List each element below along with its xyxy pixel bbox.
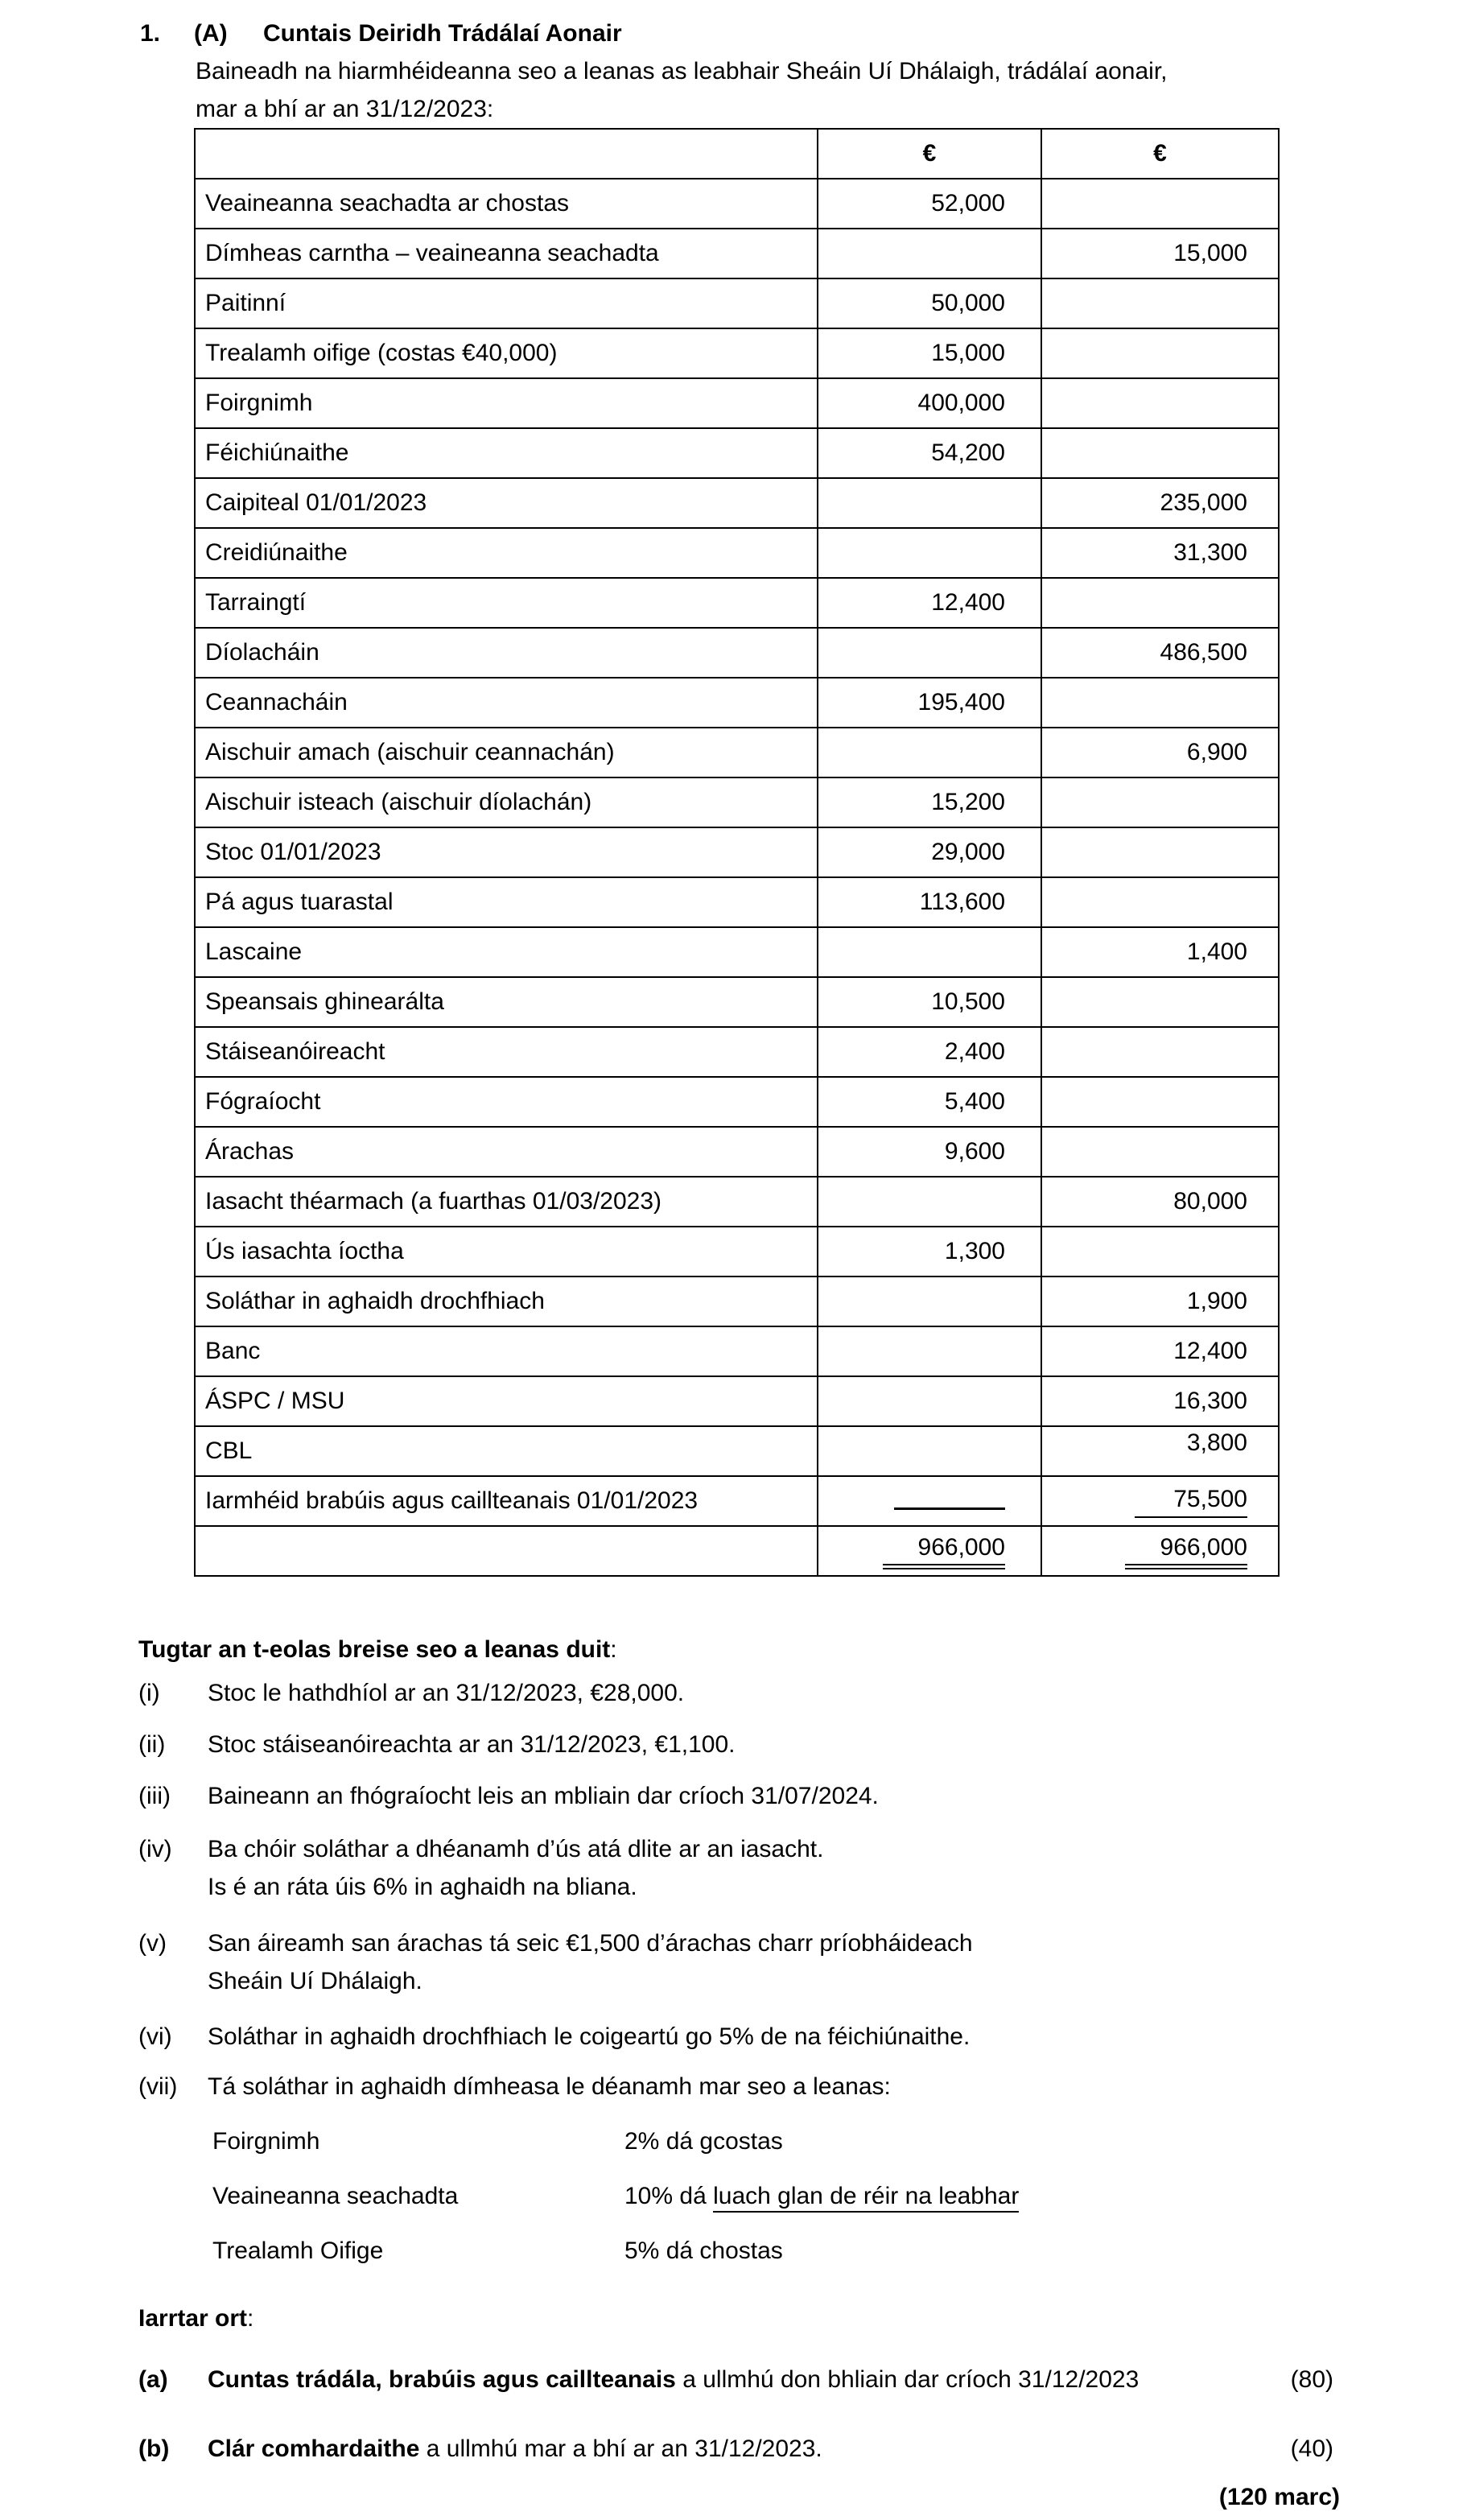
table-row bbox=[195, 278, 1279, 328]
note-line: Baineann an fhógraíocht leis an mbliain dar críoch 31/07/2024. bbox=[208, 1783, 879, 1809]
table-row bbox=[195, 578, 1279, 628]
note-item bbox=[138, 1726, 1463, 1763]
row-amount-dr: 9,600 bbox=[818, 1127, 1041, 1177]
row-amount-dr: 54,200 bbox=[818, 428, 1041, 478]
depreciation-row bbox=[212, 2177, 1463, 2215]
row-amount-dr bbox=[818, 1376, 1041, 1426]
row-amount-dr: 50,000 bbox=[818, 278, 1041, 328]
requirement-text-bold: Clár comhardaithe bbox=[208, 2435, 420, 2462]
row-amount-dr bbox=[818, 1476, 1041, 1526]
depreciation-asset: Foirgnimh bbox=[212, 2128, 320, 2155]
note-line: Stoc stáiseanóireachta ar an 31/12/2023, €1,100. bbox=[208, 1731, 736, 1758]
row-amount-dr: 1,300 bbox=[818, 1227, 1041, 1276]
table-row bbox=[195, 378, 1279, 428]
row-label: Pá agus tuarastal bbox=[195, 877, 818, 927]
table-row bbox=[195, 478, 1279, 528]
note-item bbox=[138, 2068, 1463, 2105]
row-label: ÁSPC / MSU bbox=[195, 1376, 818, 1426]
table-row bbox=[195, 428, 1279, 478]
table-row bbox=[195, 328, 1279, 378]
requirement-item bbox=[138, 2430, 1333, 2468]
note-marker: (ii) bbox=[138, 1731, 166, 1758]
depreciation-asset: Veaineanna seachadta bbox=[212, 2183, 459, 2209]
row-label: Trealamh oifige (costas €40,000) bbox=[195, 328, 818, 378]
depreciation-rate: 5% dá chostas bbox=[624, 2237, 783, 2264]
row-amount-dr: 2,400 bbox=[818, 1027, 1041, 1077]
table-row bbox=[195, 827, 1279, 877]
note-item bbox=[138, 2018, 1463, 2056]
requirements-heading-text: Iarrtar ort bbox=[138, 2305, 248, 2332]
question-number: 1. bbox=[140, 20, 161, 47]
row-amount-dr bbox=[818, 229, 1041, 278]
row-amount-dr bbox=[818, 628, 1041, 678]
table-header-row bbox=[195, 129, 1279, 179]
header-empty-cell bbox=[195, 129, 818, 179]
note-marker: (i) bbox=[138, 1680, 160, 1706]
table-row bbox=[195, 1426, 1279, 1476]
row-label: Creidiúnaithe bbox=[195, 528, 818, 578]
intro-line: Baineadh na hiarmhéideanna seo a leanas as leabhair Sheáin Uí Dhálaigh, trádálaí aonair, bbox=[196, 58, 1168, 85]
notes-heading bbox=[138, 1631, 1463, 1668]
currency-header-cr: € bbox=[1041, 129, 1279, 179]
depreciation-row bbox=[212, 2232, 1463, 2270]
row-amount-cr bbox=[1041, 977, 1279, 1027]
row-amount-dr bbox=[818, 1276, 1041, 1326]
row-label: Iarmhéid brabúis agus caillteanais 01/01/2023 bbox=[195, 1476, 818, 1526]
row-label: Soláthar in aghaidh drochfhiach bbox=[195, 1276, 818, 1326]
total-marks: (120 marc) bbox=[1218, 2484, 1340, 2510]
requirements-heading bbox=[138, 2299, 1463, 2337]
row-amount-cr bbox=[1041, 578, 1279, 628]
note-item bbox=[138, 1924, 1463, 2000]
question-header bbox=[140, 0, 1463, 52]
table-row bbox=[195, 728, 1279, 777]
row-amount-cr bbox=[1041, 1526, 1279, 1576]
row-label: Veaineanna seachadta ar chostas bbox=[195, 179, 818, 229]
note-lines bbox=[208, 1830, 823, 1906]
table-row bbox=[195, 1326, 1279, 1376]
total-amount-dr: 966,000 bbox=[883, 1533, 1005, 1569]
requirement-marks: (80) bbox=[1290, 2366, 1333, 2393]
requirement-marker: (b) bbox=[138, 2435, 170, 2462]
row-label: Tarraingtí bbox=[195, 578, 818, 628]
depreciation-row bbox=[212, 2122, 1463, 2160]
row-amount-dr bbox=[818, 478, 1041, 528]
row-label: Lascaine bbox=[195, 927, 818, 977]
row-amount-dr: 195,400 bbox=[818, 678, 1041, 728]
note-lines bbox=[208, 1726, 735, 1763]
blank-underline bbox=[894, 1486, 1005, 1510]
requirement-marks: (40) bbox=[1290, 2435, 1333, 2462]
note-lines bbox=[208, 1674, 684, 1712]
depreciation-rate-underlined: luach glan de réir na leabhar bbox=[713, 2183, 1019, 2213]
note-line: Soláthar in aghaidh drochfhiach le coigeartú go 5% de na féichiúnaithe. bbox=[208, 2023, 971, 2050]
notes-heading-colon: : bbox=[610, 1636, 617, 1663]
notes-heading-text: Tugtar an t-eolas breise seo a leanas duit bbox=[138, 1636, 611, 1663]
row-amount-dr bbox=[818, 528, 1041, 578]
note-marker: (iv) bbox=[138, 1836, 172, 1862]
row-amount-cr: 6,900 bbox=[1041, 728, 1279, 777]
row-amount-cr: 486,500 bbox=[1041, 628, 1279, 678]
table-row bbox=[195, 1177, 1279, 1227]
row-label: Díolacháin bbox=[195, 628, 818, 678]
row-amount-dr: 29,000 bbox=[818, 827, 1041, 877]
row-amount-cr bbox=[1041, 1476, 1279, 1526]
row-label: Dímheas carntha – veaineanna seachadta bbox=[195, 229, 818, 278]
trial-balance-table bbox=[194, 128, 1280, 1577]
row-amount-dr: 5,400 bbox=[818, 1077, 1041, 1127]
note-line: Sheáin Uí Dhálaigh. bbox=[208, 1968, 422, 1994]
note-marker: (v) bbox=[138, 1930, 167, 1957]
row-amount-dr: 113,600 bbox=[818, 877, 1041, 927]
row-amount-dr: 12,400 bbox=[818, 578, 1041, 628]
table-row bbox=[195, 1526, 1279, 1576]
row-amount-dr: 52,000 bbox=[818, 179, 1041, 229]
depreciation-rate: 10% dá luach glan de réir na leabhar bbox=[624, 2177, 1019, 2215]
note-lines bbox=[208, 1924, 973, 2000]
row-label: Aischuir amach (aischuir ceannachán) bbox=[195, 728, 818, 777]
row-amount-cr bbox=[1041, 827, 1279, 877]
row-label: Aischuir isteach (aischuir díolachán) bbox=[195, 777, 818, 827]
row-label: Féichiúnaithe bbox=[195, 428, 818, 478]
row-label: Paitinní bbox=[195, 278, 818, 328]
depreciation-asset: Trealamh Oifige bbox=[212, 2237, 384, 2264]
row-label: Ceannacháin bbox=[195, 678, 818, 728]
table-row bbox=[195, 1027, 1279, 1077]
page-title: Cuntais Deiridh Trádálaí Aonair bbox=[263, 20, 622, 47]
row-amount-dr: 400,000 bbox=[818, 378, 1041, 428]
table-row bbox=[195, 977, 1279, 1027]
row-label: Árachas bbox=[195, 1127, 818, 1177]
row-label: Stáiseanóireacht bbox=[195, 1027, 818, 1077]
requirement-marker: (a) bbox=[138, 2366, 168, 2393]
row-amount-dr: 15,000 bbox=[818, 328, 1041, 378]
total-amount-cr: 966,000 bbox=[1125, 1533, 1247, 1569]
underlined-amount: 75,500 bbox=[1135, 1485, 1247, 1518]
row-label: Stoc 01/01/2023 bbox=[195, 827, 818, 877]
note-lines bbox=[208, 2018, 970, 2056]
table-row bbox=[195, 528, 1279, 578]
row-amount-cr: 31,300 bbox=[1041, 528, 1279, 578]
table-row bbox=[195, 877, 1279, 927]
table-row bbox=[195, 777, 1279, 827]
table-row bbox=[195, 1077, 1279, 1127]
row-label bbox=[195, 1526, 818, 1576]
row-amount-cr bbox=[1041, 1077, 1279, 1127]
table-row bbox=[195, 1227, 1279, 1276]
row-amount-cr: 1,900 bbox=[1041, 1276, 1279, 1326]
row-amount-cr bbox=[1041, 179, 1279, 229]
row-amount-cr bbox=[1041, 1127, 1279, 1177]
row-amount-cr: 15,000 bbox=[1041, 229, 1279, 278]
row-label: CBL bbox=[195, 1426, 818, 1476]
note-item bbox=[138, 1674, 1463, 1712]
note-item bbox=[138, 1777, 1463, 1815]
requirement-text-bold: Cuntas trádála, brabúis agus caillteanais bbox=[208, 2366, 676, 2393]
row-amount-cr: 3,800 bbox=[1041, 1426, 1279, 1476]
note-line: Stoc le hathdhíol ar an 31/12/2023, €28,000. bbox=[208, 1680, 685, 1706]
table-row bbox=[195, 179, 1279, 229]
note-lines bbox=[208, 2068, 891, 2105]
note-line: Is é an ráta úis 6% in aghaidh na bliana. bbox=[208, 1874, 637, 1900]
row-label: Foirgnimh bbox=[195, 378, 818, 428]
requirement-text bbox=[208, 2435, 822, 2462]
requirements-list bbox=[0, 2361, 1463, 2468]
table-row bbox=[195, 678, 1279, 728]
requirement-text-rest: a ullmhú don bhliain dar críoch 31/12/2023 bbox=[675, 2366, 1139, 2393]
row-amount-cr bbox=[1041, 328, 1279, 378]
row-amount-cr bbox=[1041, 428, 1279, 478]
intro-paragraph bbox=[196, 52, 1463, 128]
table-row bbox=[195, 1476, 1279, 1526]
row-amount-cr: 16,300 bbox=[1041, 1376, 1279, 1426]
row-amount-cr: 80,000 bbox=[1041, 1177, 1279, 1227]
row-label: Ús iasachta íoctha bbox=[195, 1227, 818, 1276]
row-amount-cr bbox=[1041, 777, 1279, 827]
row-label: Iasacht théarmach (a fuarthas 01/03/2023) bbox=[195, 1177, 818, 1227]
note-marker: (vii) bbox=[138, 2073, 178, 2100]
row-amount-cr bbox=[1041, 877, 1279, 927]
table-row bbox=[195, 927, 1279, 977]
row-amount-cr bbox=[1041, 278, 1279, 328]
row-amount-dr bbox=[818, 1177, 1041, 1227]
table-row bbox=[195, 1276, 1279, 1326]
row-label: Banc bbox=[195, 1326, 818, 1376]
row-amount-dr bbox=[818, 1526, 1041, 1576]
row-amount-cr bbox=[1041, 1227, 1279, 1276]
row-amount-dr bbox=[818, 1326, 1041, 1376]
requirement-text-rest: a ullmhú mar a bhí ar an 31/12/2023. bbox=[419, 2435, 822, 2462]
requirement-text bbox=[208, 2366, 1139, 2393]
row-amount-dr bbox=[818, 1426, 1041, 1476]
table-row bbox=[195, 229, 1279, 278]
table-row bbox=[195, 1127, 1279, 1177]
row-amount-dr: 15,200 bbox=[818, 777, 1041, 827]
note-lines bbox=[208, 1777, 879, 1815]
note-marker: (iii) bbox=[138, 1783, 171, 1809]
table-row bbox=[195, 1376, 1279, 1426]
currency-header-dr: € bbox=[818, 129, 1041, 179]
table-row bbox=[195, 628, 1279, 678]
row-amount-cr bbox=[1041, 378, 1279, 428]
requirements-heading-colon: : bbox=[247, 2305, 254, 2332]
note-marker: (vi) bbox=[138, 2023, 172, 2050]
depreciation-list bbox=[0, 2122, 1463, 2270]
trial-balance-body bbox=[195, 179, 1279, 1576]
row-amount-cr bbox=[1041, 678, 1279, 728]
row-amount-cr bbox=[1041, 1027, 1279, 1077]
depreciation-rate: 2% dá gcostas bbox=[624, 2128, 783, 2155]
row-label: Fógraíocht bbox=[195, 1077, 818, 1127]
requirement-item bbox=[138, 2361, 1333, 2398]
notes-list bbox=[0, 1674, 1463, 2105]
row-amount-cr: 1,400 bbox=[1041, 927, 1279, 977]
row-amount-dr: 10,500 bbox=[818, 977, 1041, 1027]
row-label: Caipiteal 01/01/2023 bbox=[195, 478, 818, 528]
row-amount-cr: 12,400 bbox=[1041, 1326, 1279, 1376]
row-amount-dr bbox=[818, 927, 1041, 977]
part-label: (A) bbox=[194, 20, 228, 47]
intro-line: mar a bhí ar an 31/12/2023: bbox=[196, 96, 494, 122]
row-label: Speansais ghinearálta bbox=[195, 977, 818, 1027]
note-line: San áireamh san árachas tá seic €1,500 d’árachas charr príobháideach bbox=[208, 1930, 973, 1957]
row-amount-cr: 235,000 bbox=[1041, 478, 1279, 528]
row-amount-dr bbox=[818, 728, 1041, 777]
note-line: Tá soláthar in aghaidh dímheasa le déanamh mar seo a leanas: bbox=[208, 2073, 891, 2100]
note-line: Ba chóir soláthar a dhéanamh d’ús atá dlite ar an iasacht. bbox=[208, 1836, 824, 1862]
note-item bbox=[138, 1830, 1463, 1906]
